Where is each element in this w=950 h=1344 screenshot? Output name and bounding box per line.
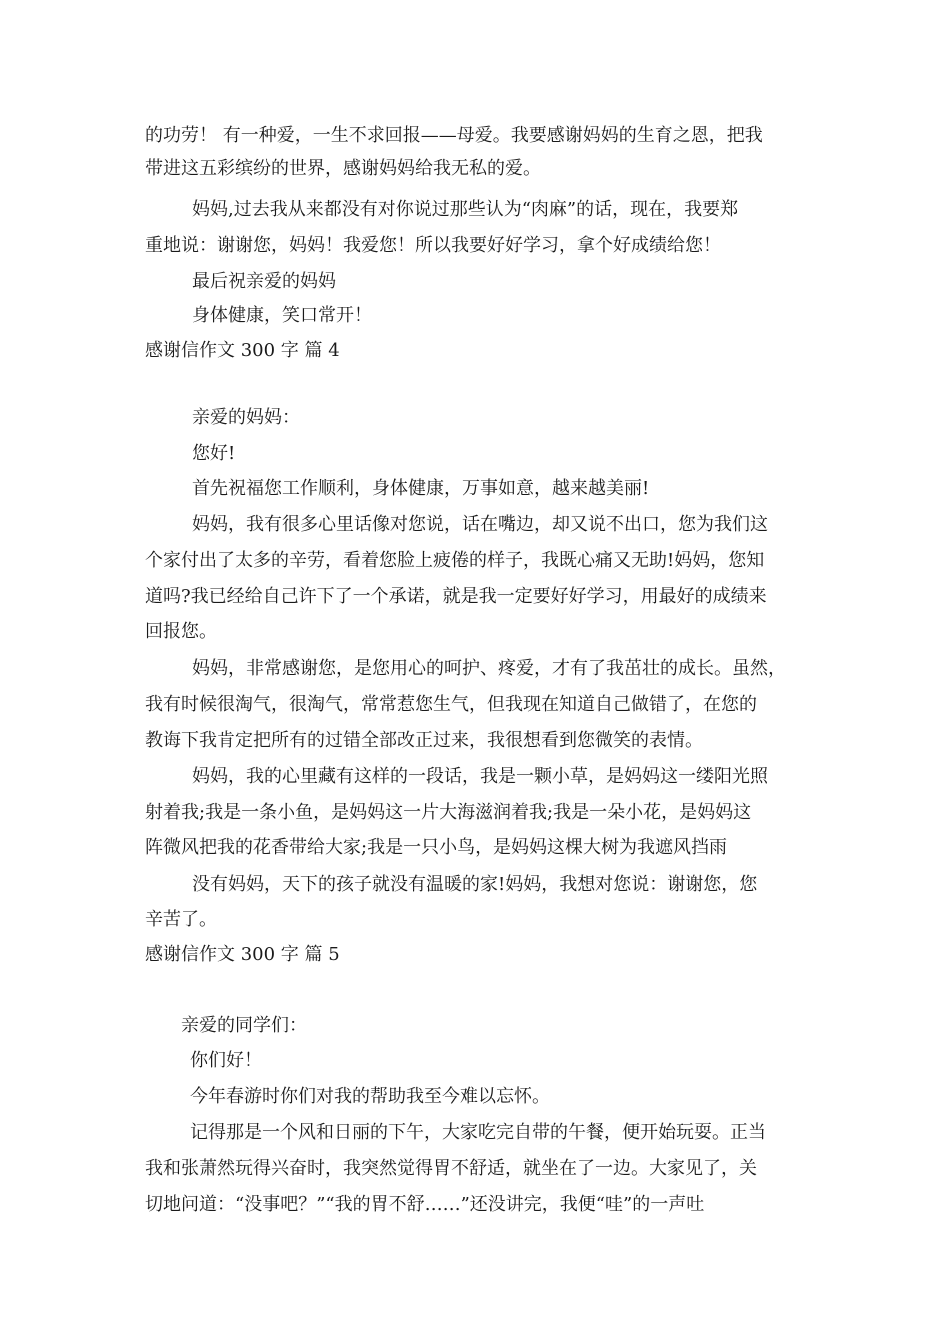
paragraph-line: 首先祝福您工作顺利，身体健康，万事如意，越来越美丽! [192,478,650,499]
paragraph-line: 我和张萧然玩得兴奋时，我突然觉得胃不舒适，就坐在了一边。大家见了，关 [145,1158,757,1179]
paragraph-line: 阵微风把我的花香带给大家;我是一只小鸟，是妈妈这棵大树为我遮风挡雨 [145,837,728,858]
paragraph-line: 个家付出了太多的辛劳，看着您脸上疲倦的样子，我既心痛又无助!妈妈，您知 [145,550,765,571]
paragraph-line: 妈妈，非常感谢您，是您用心的呵护、疼爱，才有了我茁壮的成长。虽然， [192,658,786,679]
paragraph-line: 辛苦了。 [145,909,217,930]
paragraph-line: 身体健康，笑口常开！ [192,305,372,326]
paragraph-line: 回报您。 [145,621,217,642]
salutation: 亲爱的同学们： [181,1015,307,1036]
paragraph-line: 妈妈，我有很多心里话像对您说，话在嘴边，却又说不出口，您为我们这 [192,514,768,535]
paragraph-line: 带进这五彩缤纷的世界，感谢妈妈给我无私的爱。 [145,158,541,179]
paragraph-line: 切地问道：“没事吧？”“我的胃不舒……”还没讲完，我便“哇”的一声吐 [145,1194,705,1215]
greeting: 你们好！ [190,1050,262,1071]
paragraph-line: 的功劳！ 有一种爱，一生不求回报——母爱。我要感谢妈妈的生育之恩，把我 [145,125,763,146]
greeting: 您好! [192,443,236,464]
paragraph-line: 教诲下我肯定把所有的过错全部改正过来，我很想看到您微笑的表情。 [145,730,703,751]
paragraph-line: 妈妈,过去我从来都没有对你说过那些认为“肉麻”的话，现在，我要郑 [192,199,739,220]
paragraph-line: 我有时候很淘气，很淘气，常常惹您生气，但我现在知道自己做错了，在您的 [145,694,757,715]
paragraph-line: 重地说：谢谢您，妈妈！我爱您！所以我要好好学习，拿个好成绩给您！ [145,235,721,256]
paragraph-line: 没有妈妈，天下的孩子就没有温暖的家!妈妈，我想对您说：谢谢您，您 [192,874,758,895]
paragraph-line: 记得那是一个风和日丽的下午，大家吃完自带的午餐，便开始玩耍。正当 [190,1122,766,1143]
paragraph-line: 最后祝亲爱的妈妈 [192,271,336,292]
paragraph-line: 妈妈，我的心里藏有这样的一段话，我是一颗小草，是妈妈这一缕阳光照 [192,766,768,787]
paragraph-line: 道吗?我已经给自己许下了一个承诺，就是我一定要好好学习，用最好的成绩来 [145,586,767,607]
paragraph-line: 射着我;我是一条小鱼，是妈妈这一片大海滋润着我;我是一朵小花，是妈妈这 [145,802,752,823]
salutation: 亲爱的妈妈： [192,407,300,428]
section-heading: 感谢信作文 300 字 篇 4 [145,340,340,361]
section-heading: 感谢信作文 300 字 篇 5 [145,944,340,965]
paragraph-line: 今年春游时你们对我的帮助我至今难以忘怀。 [190,1086,550,1107]
